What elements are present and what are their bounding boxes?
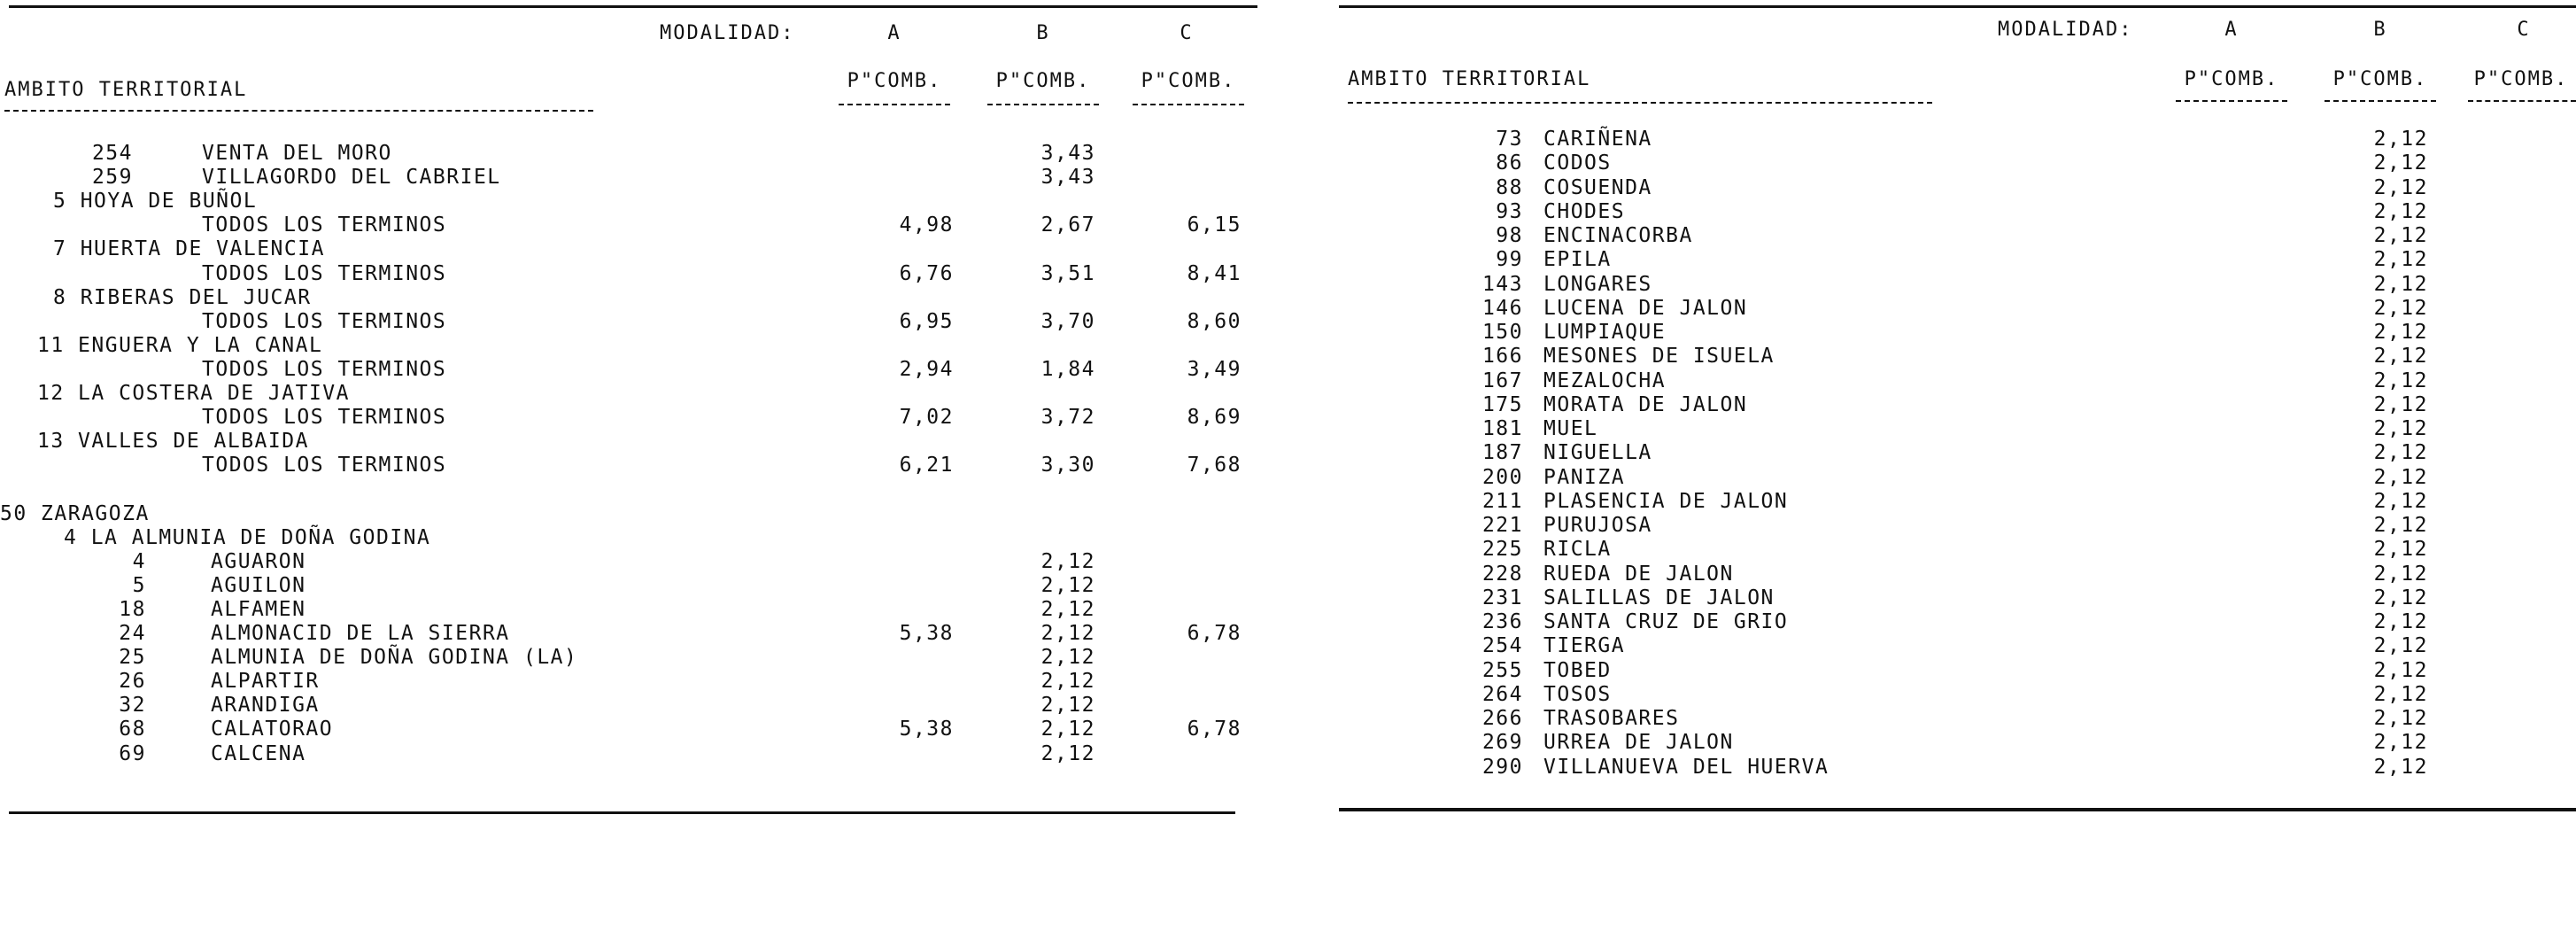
comarca-heading: 5 HOYA DE BUÑOL [53,190,258,213]
col-b-label-right: B [2373,19,2387,41]
municipio-code: 175 [1481,392,1523,416]
municipio-code: 259 [91,166,133,190]
municipio-name: URREA DE JALON [1543,731,1734,755]
municipio-name: VILLAGORDO DEL CABRIEL [202,166,501,190]
value-b: 2,12 [2373,199,2428,223]
value-a: 6,21 [899,454,954,477]
municipio-code: 68 [119,718,146,741]
value-b: 2,12 [1040,597,1095,621]
municipio-name: LUCENA DE JALON [1543,296,1748,320]
modalidad-label-right: MODALIDAD: [1998,19,2133,41]
value-c: 7,68 [1187,454,1242,477]
municipio-code: 166 [1481,345,1523,369]
municipio-name: TODOS LOS TERMINOS [202,309,447,333]
value-b: 2,67 [1040,213,1095,237]
municipio-name: ALMUNIA DE DOÑA GODINA (LA) [211,646,578,670]
pcomb-a-underline [839,104,950,105]
municipio-code: 18 [119,597,146,621]
municipio-code: 88 [1496,175,1523,199]
municipio-code: 167 [1481,369,1523,392]
municipio-code: 24 [119,622,146,645]
municipio-code: 150 [1481,321,1523,344]
top-rule [9,5,1257,8]
municipio-name: SANTA CRUZ DE GRIO [1543,610,1789,633]
value-b: 2,12 [2373,248,2428,272]
municipio-code: 228 [1481,562,1523,586]
value-b: 2,12 [1040,718,1095,741]
value-b: 2,12 [1040,670,1095,694]
municipio-name: TIERGA [1543,634,1626,658]
value-b: 2,12 [2373,538,2428,562]
municipio-code: 32 [119,694,146,718]
value-c: 8,60 [1187,309,1242,333]
modalidad-label: MODALIDAD: [660,22,795,44]
municipio-name: TODOS LOS TERMINOS [202,261,447,285]
municipio-name: PURUJOSA [1543,514,1652,537]
value-b: 2,12 [2373,562,2428,586]
pcomb-c-underline [1133,104,1244,105]
municipio-name: LUMPIAQUE [1543,321,1667,344]
value-c: 3,49 [1187,357,1242,381]
municipio-code: 211 [1481,489,1523,513]
value-c: 8,41 [1187,261,1242,285]
municipio-code: 231 [1481,586,1523,609]
value-b: 2,12 [2373,392,2428,416]
pcomb-b-label: P"COMB. [995,70,1091,92]
municipio-name: TOSOS [1543,682,1612,706]
municipio-name: TOBED [1543,658,1612,682]
municipio-code: 69 [119,741,146,765]
municipio-name: CHODES [1543,199,1626,223]
value-b: 2,12 [2373,634,2428,658]
value-b: 3,72 [1040,406,1095,430]
col-b-label: B [1036,22,1050,44]
municipio-name: TODOS LOS TERMINOS [202,454,447,477]
municipio-name: PLASENCIA DE JALON [1543,489,1789,513]
value-b: 1,84 [1040,357,1095,381]
municipio-name: ENCINACORBA [1543,224,1693,247]
municipio-code: 181 [1481,417,1523,440]
value-b: 2,12 [2373,489,2428,513]
municipio-name: CALATORAO [211,718,334,741]
value-b: 2,12 [2373,586,2428,609]
municipio-name: MUEL [1543,417,1598,440]
municipio-name: NIGUELLA [1543,441,1652,465]
value-b: 2,12 [1040,741,1095,765]
municipio-name: VILLANUEVA DEL HUERVA [1543,755,1830,779]
municipio-code: 266 [1481,707,1523,730]
left-table [0,0,1257,939]
value-b: 2,12 [2373,369,2428,392]
comarca-heading: 13 VALLES DE ALBAIDA [37,430,309,454]
municipio-name: CARIÑENA [1543,128,1652,151]
value-c: 6,78 [1187,718,1242,741]
value-b: 3,51 [1040,261,1095,285]
value-a: 5,38 [899,622,954,645]
value-b: 2,12 [2373,296,2428,320]
municipio-code: 86 [1496,151,1523,175]
municipio-name: SALILLAS DE JALON [1543,586,1775,609]
municipio-code: 99 [1496,248,1523,272]
pcomb-b-underline-right [2325,100,2436,102]
bottom-rule-right [1339,808,2576,811]
municipio-code: 221 [1481,514,1523,537]
value-c: 8,69 [1187,406,1242,430]
municipio-code: 98 [1496,224,1523,247]
value-b: 2,12 [1040,694,1095,718]
municipio-code: 146 [1481,296,1523,320]
municipio-name: ARANDIGA [211,694,320,718]
value-a: 6,76 [899,261,954,285]
municipio-code: 93 [1496,199,1523,223]
value-b: 2,12 [2373,514,2428,537]
value-b: 2,12 [1040,622,1095,645]
municipio-name: VENTA DEL MORO [202,142,392,165]
value-b: 2,12 [2373,272,2428,296]
value-b: 2,12 [2373,175,2428,199]
value-b: 2,12 [2373,417,2428,440]
pcomb-a-label-right: P"COMB. [2184,68,2279,90]
value-a: 5,38 [899,718,954,741]
municipio-name: TODOS LOS TERMINOS [202,406,447,430]
bottom-rule [9,811,1235,814]
municipio-name: AGUARON [211,549,306,573]
value-b: 2,12 [2373,151,2428,175]
value-b: 2,12 [2373,441,2428,465]
value-b: 2,12 [2373,731,2428,755]
municipio-code: 5 [132,573,146,597]
pcomb-b-underline [987,104,1099,105]
municipio-code: 4 [132,549,146,573]
ambito-label-right: AMBITO TERRITORIAL [1348,68,1591,90]
municipio-code: 236 [1481,610,1523,633]
value-c: 6,78 [1187,622,1242,645]
value-b: 2,12 [2373,465,2428,489]
municipio-code: 73 [1496,128,1523,151]
municipio-code: 225 [1481,538,1523,562]
value-b: 2,12 [2373,224,2428,247]
municipio-code: 254 [1481,634,1523,658]
value-a: 4,98 [899,213,954,237]
comarca-heading: 4 LA ALMUNIA DE DOÑA GODINA [64,525,431,549]
value-c: 6,15 [1187,213,1242,237]
municipio-name: LONGARES [1543,272,1652,296]
value-b: 3,30 [1040,454,1095,477]
municipio-code: 143 [1481,272,1523,296]
municipio-code: 187 [1481,441,1523,465]
municipio-code: 200 [1481,465,1523,489]
value-b: 2,12 [1040,573,1095,597]
comarca-heading: 11 ENGUERA Y LA CANAL [37,333,323,357]
col-a-label: A [887,22,901,44]
top-rule-right [1339,5,2576,8]
value-b: 2,12 [2373,682,2428,706]
value-b: 2,12 [2373,610,2428,633]
municipio-name: TODOS LOS TERMINOS [202,357,447,381]
value-a: 7,02 [899,406,954,430]
pcomb-c-label: P"COMB. [1141,70,1236,92]
value-b: 2,12 [2373,755,2428,779]
municipio-name: COSUENDA [1543,175,1652,199]
municipio-name: CALCENA [211,741,306,765]
value-b: 3,70 [1040,309,1095,333]
municipio-code: 269 [1481,731,1523,755]
value-a: 2,94 [899,357,954,381]
municipio-code: 290 [1481,755,1523,779]
value-a: 6,95 [899,309,954,333]
pcomb-c-underline-right [2468,100,2576,102]
comarca-heading: 7 HUERTA DE VALENCIA [53,237,325,261]
ambito-underline-right [1348,102,1932,104]
municipio-name: EPILA [1543,248,1612,272]
municipio-code: 264 [1481,682,1523,706]
municipio-code: 255 [1481,658,1523,682]
comarca-heading: 8 RIBERAS DEL JUCAR [53,285,312,309]
municipio-name: ALMONACID DE LA SIERRA [211,622,510,645]
municipio-name: ALPARTIR [211,670,320,694]
municipio-code: 254 [91,142,133,165]
municipio-name: TODOS LOS TERMINOS [202,213,447,237]
col-a-label-right: A [2224,19,2239,41]
value-b: 3,43 [1040,142,1095,165]
municipio-name: MEZALOCHA [1543,369,1667,392]
municipio-name: PANIZA [1543,465,1626,489]
municipio-name: AGUILON [211,573,306,597]
ambito-label: AMBITO TERRITORIAL [4,79,248,101]
value-b: 2,12 [1040,646,1095,670]
pcomb-b-label-right: P"COMB. [2332,68,2428,90]
ambito-underline [4,110,593,112]
municipio-name: RUEDA DE JALON [1543,562,1734,586]
right-table [1328,0,2576,939]
municipio-name: MESONES DE ISUELA [1543,345,1775,369]
value-b: 2,12 [2373,321,2428,344]
municipio-name: ALFAMEN [211,597,306,621]
municipio-name: MORATA DE JALON [1543,392,1748,416]
value-b: 2,12 [2373,128,2428,151]
municipio-name: CODOS [1543,151,1612,175]
value-b: 2,12 [1040,549,1095,573]
municipio-name: RICLA [1543,538,1612,562]
municipio-code: 25 [119,646,146,670]
col-c-label-right: C [2517,19,2531,41]
value-b: 2,12 [2373,345,2428,369]
value-b: 3,43 [1040,166,1095,190]
col-c-label: C [1180,22,1194,44]
pcomb-a-underline-right [2176,100,2287,102]
value-b: 2,12 [2373,658,2428,682]
pcomb-a-label: P"COMB. [847,70,942,92]
municipio-code: 26 [119,670,146,694]
pcomb-c-label-right: P"COMB. [2473,68,2569,90]
comarca-heading: 12 LA COSTERA DE JATIVA [37,382,350,405]
municipio-name: TRASOBARES [1543,707,1680,730]
value-b: 2,12 [2373,707,2428,730]
province-heading: 50 ZARAGOZA [0,501,150,525]
